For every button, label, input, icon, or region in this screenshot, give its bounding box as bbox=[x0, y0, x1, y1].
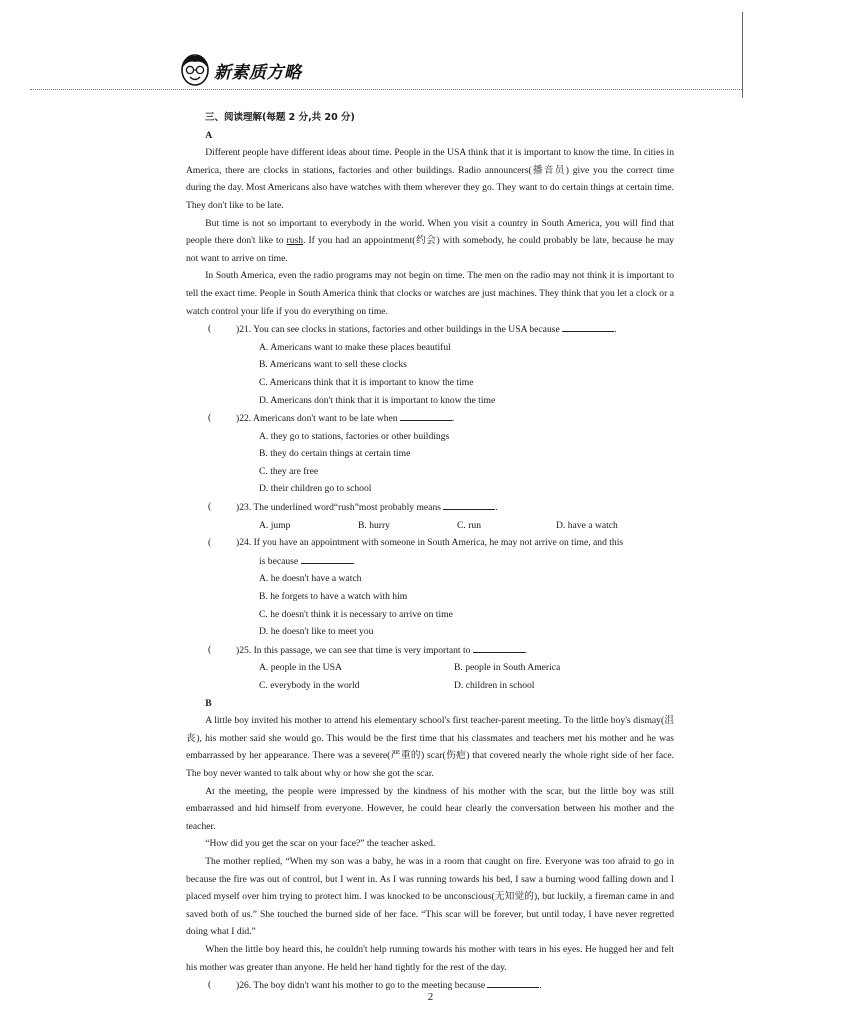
question-stem: )22. Americans don't want to be late when bbox=[236, 413, 398, 425]
option: B. hurry bbox=[358, 519, 390, 531]
option: A. jump bbox=[259, 519, 291, 531]
passage-b-paragraph-2: At the meeting, the people were impressed by the kindness of his mother with the scar, but the little boy was still embarrassed and hid himself from everyone. However, he could hear clearly the conversation between his mother and the teacher. bbox=[186, 785, 674, 832]
question-stem: )26. The boy didn't want his mother to go to the meeting because bbox=[236, 980, 486, 992]
passage-a-paragraph-3: In South America, even the radio programs may not begin on time. The men on the radio may not think it is important to tell the exact time. People in South America think that clocks or watches are just machines. They think that you let a clock or a watch control your life if you do everything on time. bbox=[186, 270, 674, 317]
question-stem: )23. The underlined word“rush”most probably means bbox=[236, 502, 441, 514]
passage-a-paragraph-2: But time is not so important to everybody in the world. When you visit a country in South America, you will find that people there don't like to rush. If you had an appointment(约会) with somebody, he could probably be late, because he may not want to arrive on time. bbox=[186, 217, 674, 264]
option: B. Americans want to sell these clocks bbox=[259, 359, 407, 371]
passage-b-paragraph-3: “How did you get the scar on your face?” the teacher asked. bbox=[205, 838, 436, 850]
passage-b-paragraph-1: A little boy invited his mother to attend his elementary school's first teacher-parent meeting. To the little boy's dismay(沮丧), his mother said she would go. This would be the first time that his classmates and teachers met his mother and he was embarrassed by her appearance. There was a severe(严重的) scar(伤疤) that covered nearly the whole right side of her face. The boy never wanted to talk about why or how she got the scar. bbox=[186, 715, 674, 779]
answer-blank[interactable] bbox=[400, 409, 452, 421]
option: C. run bbox=[457, 519, 481, 531]
passage-b-label: B bbox=[205, 697, 212, 709]
options-row bbox=[186, 677, 674, 695]
answer-paren[interactable]: ( bbox=[208, 643, 212, 655]
brand-name: 新素质方略 bbox=[214, 62, 302, 83]
option: C. they are free bbox=[259, 465, 319, 477]
answer-blank[interactable] bbox=[473, 641, 525, 653]
passage-b-paragraph-4: The mother replied, “When my son was a baby, he was in a room that caught on fire. Everyone was too afraid to go in because the fire was out of control, but I went in. As I was running towards his bed, I saw a burning wood falling down and I placed myself over him trying to protect him. I was knocked to be unconscious(无知觉的), but luckily, a fireman came in and saved both of us.” She touched the burned side of her face. “This scar will be forever, but until today, I have never regretted doing what I did.” bbox=[186, 855, 674, 938]
answer-blank[interactable] bbox=[301, 552, 353, 564]
options-row bbox=[186, 517, 674, 535]
question-stem: )21. You can see clocks in stations, factories and other buildings in the USA because bbox=[236, 324, 560, 336]
question-25: ( )25. In this passage, we can see that time is very important to . bbox=[186, 641, 674, 660]
options-row bbox=[186, 659, 674, 677]
cartoon-face-icon bbox=[180, 53, 210, 87]
option: D. have a watch bbox=[556, 519, 618, 531]
option: D. he doesn't like to meet you bbox=[259, 626, 374, 638]
option: D. children in school bbox=[454, 680, 535, 691]
option: A. he doesn't have a watch bbox=[259, 573, 362, 585]
option: C. Americans think that it is important to know the time bbox=[259, 376, 474, 388]
answer-paren[interactable]: ( bbox=[208, 537, 212, 549]
reading-section bbox=[186, 109, 674, 995]
option: A. they go to stations, factories or other buildings bbox=[259, 430, 450, 442]
question-stem: )24. If you have an appointment with someone in South America, he may not arrive on time, and this bbox=[236, 537, 624, 549]
question-stem-continued: is because . bbox=[186, 552, 674, 571]
option: B. they do certain things at certain time bbox=[259, 448, 411, 460]
question-23: ( )23. The underlined word“rush”most probably means . bbox=[186, 498, 674, 517]
header-dotted-rule bbox=[30, 89, 742, 90]
answer-paren[interactable]: ( bbox=[208, 323, 212, 335]
page-number: 2 bbox=[427, 991, 434, 1003]
passage-a-label: A bbox=[205, 129, 213, 141]
option: D. their children go to school bbox=[259, 483, 372, 495]
answer-paren[interactable]: ( bbox=[208, 979, 212, 991]
option: A. people in the USA bbox=[259, 662, 342, 674]
passage-a-paragraph-1: Different people have different ideas about time. People in the USA think that it is important to know the time. In cities in America, there are clocks in stations, factories and other buildings. Radio announcers(播音员) give you the correct time during the day. Most Americans also have watches with them wherever they go. They want to do certain things at certain time. They don't like to be late. bbox=[186, 147, 674, 211]
answer-blank[interactable] bbox=[443, 498, 495, 510]
answer-paren[interactable]: ( bbox=[208, 412, 212, 424]
option: C. everybody in the world bbox=[259, 680, 360, 691]
option: B. he forgets to have a watch with him bbox=[259, 591, 408, 603]
question-24 bbox=[186, 534, 674, 552]
section-title: 三、阅读理解(每题 2 分,共 20 分) bbox=[205, 112, 355, 123]
answer-blank[interactable] bbox=[562, 320, 614, 332]
header-logo bbox=[180, 52, 302, 88]
answer-paren[interactable]: ( bbox=[208, 501, 212, 513]
question-21: ( )21. You can see clocks in stations, factories and other buildings in the USA because . bbox=[186, 320, 674, 339]
header-vertical-rule bbox=[742, 12, 743, 98]
question-22: ( )22. Americans don't want to be late when . bbox=[186, 409, 674, 428]
passage-b-paragraph-5: When the little boy heard this, he couldn't help running towards his mother with tears in his eyes. He hugged her and felt his mother was greater than anyone. He held her hand tightly for the rest of the day. bbox=[186, 943, 674, 973]
option: B. people in South America bbox=[454, 662, 561, 674]
answer-blank[interactable] bbox=[487, 976, 539, 988]
question-stem: )25. In this passage, we can see that time is very important to bbox=[236, 644, 471, 656]
question-26: ( )26. The boy didn't want his mother to go to the meeting because . bbox=[186, 976, 674, 995]
underlined-word: rush bbox=[286, 235, 304, 247]
option: D. Americans don't think that it is important to know the time bbox=[259, 394, 496, 406]
option: A. Americans want to make these places beautiful bbox=[259, 341, 451, 353]
option: C. he doesn't think it is necessary to arrive on time bbox=[259, 608, 453, 620]
